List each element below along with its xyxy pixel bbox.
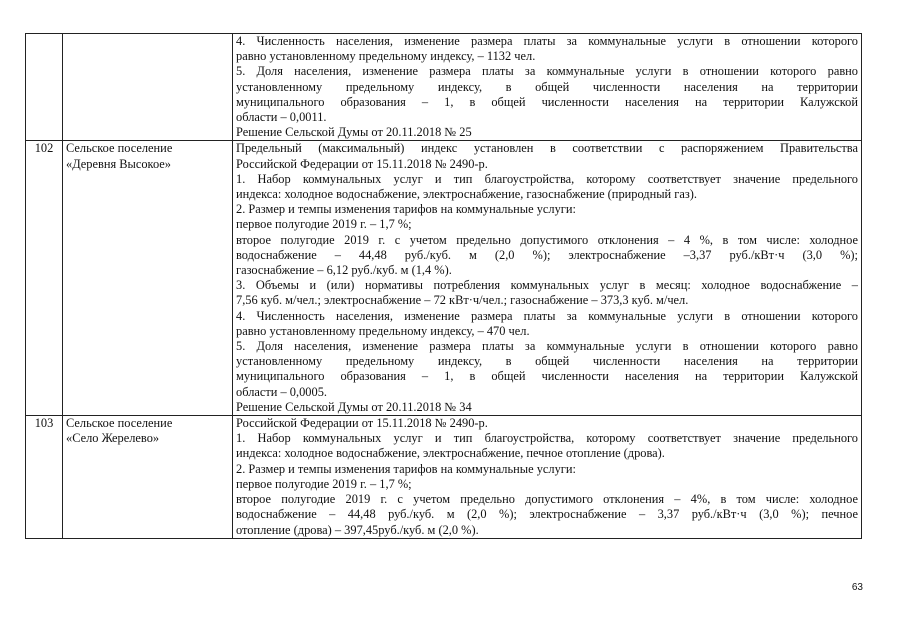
description-line: второе полугодие 2019 г. с учетом предельно допустимого отклонения – 4%, в том числе: холодное <box>236 492 858 507</box>
description-line: 1. Набор коммунальных услуг и тип благоустройства, которому соответствует значение предельного <box>236 171 858 186</box>
row-number: 102 <box>34 141 54 156</box>
page-number: 63 <box>851 582 863 593</box>
description-line: индекса: холодное водоснабжение, электроснабжение, газоснабжение (природный газ). <box>236 187 697 202</box>
index-description-cell <box>233 416 862 539</box>
description-line: 7,56 куб. м/чел.; электроснабжение – 72 кВт·ч/чел.; газоснабжение – 373,3 куб. м/чел. <box>236 293 689 308</box>
description-line: Решение Сельской Думы от 20.11.2018 № 25 <box>236 125 472 140</box>
settlement-name-cell <box>63 416 233 539</box>
table-row <box>26 416 862 539</box>
description-line: установленному предельному индексу, в общей численности населения на территории <box>236 354 858 369</box>
index-description-cell <box>233 141 862 416</box>
regulation-table <box>25 33 862 539</box>
settlement-name-line: «Село Жерелево» <box>66 431 160 446</box>
description-line: водоснабжение – 44,48 руб./куб. м (2,0 %); электроснабжение –3,37 руб./кВт·ч (3,0 %); <box>236 247 858 262</box>
description-line: 2. Размер и темпы изменения тарифов на коммунальные услуги: <box>236 461 576 476</box>
description-line: индекса: холодное водоснабжение, электроснабжение, печное отопление (дрова). <box>236 446 665 461</box>
settlement-name-cell <box>63 34 233 141</box>
description-line: отопление (дрова) – 397,45руб./куб. м (2,0 %). <box>236 522 479 537</box>
table-row <box>26 141 862 416</box>
description-line: Решение Сельской Думы от 20.11.2018 № 34 <box>236 399 472 414</box>
description-line: установленному предельному индексу, в общей численности населения на территории <box>236 79 858 94</box>
description-line: 2. Размер и темпы изменения тарифов на коммунальные услуги: <box>236 202 576 217</box>
settlement-name-line: «Деревня Высокое» <box>66 156 171 171</box>
description-line: 4. Численность населения, изменение размера платы за коммунальные услуги в отношении которого <box>236 34 858 48</box>
description-line: области – 0,0005. <box>236 384 327 399</box>
row-number-cell <box>26 34 63 141</box>
description-line: 5. Доля населения, изменение размера платы за коммунальные услуги в отношении которого равно <box>236 64 858 79</box>
description-line: муниципального образования – 1, в общей численности населения на территории Калужской <box>236 369 858 384</box>
description-line: 4. Численность населения, изменение размера платы за коммунальные услуги в отношении которого <box>236 308 858 323</box>
description-line: Предельный (максимальный) индекс установлен в соответствии с распоряжением Правительства <box>236 141 858 156</box>
description-line: газоснабжение – 6,12 руб./куб. м (1,4 %). <box>236 263 452 278</box>
description-line: 3. Объемы и (или) нормативы потребления коммунальных услуг в месяц: холодное водоснабжение – <box>236 278 858 293</box>
description-line: муниципального образования – 1, в общей численности населения на территории Калужской <box>236 94 858 109</box>
description-line: равно установленному предельному индексу, – 470 чел. <box>236 323 530 338</box>
description-line: 5. Доля населения, изменение размера платы за коммунальные услуги в отношении которого равно <box>236 339 858 354</box>
description-line: первое полугодие 2019 г. – 1,7 %; <box>236 217 412 232</box>
description-line: 1. Набор коммунальных услуг и тип благоустройства, которому соответствует значение предельного <box>236 431 858 446</box>
index-description-cell <box>233 34 862 141</box>
description-line: равно установленному предельному индексу, – 1132 чел. <box>236 49 536 64</box>
settlement-name-cell <box>63 141 233 416</box>
description-line: Российской Федерации от 15.11.2018 № 2490-р. <box>236 156 488 171</box>
settlement-name-line: Сельское поселение <box>66 416 173 431</box>
description-line: водоснабжение – 44,48 руб./куб. м (2,0 %); электроснабжение – 3,37 руб./кВт·ч (3,0 %); печное <box>236 507 858 522</box>
description-line: Российской Федерации от 15.11.2018 № 2490-р. <box>236 416 488 431</box>
settlement-name-line: Сельское поселение <box>66 141 173 156</box>
description-line: второе полугодие 2019 г. с учетом предельно допустимого отклонения – 4 %, в том числе: холодное <box>236 232 858 247</box>
row-number: 103 <box>34 416 54 431</box>
regulation-table-body <box>26 34 862 539</box>
row-number-cell <box>26 416 63 539</box>
table-row <box>26 34 862 141</box>
description-line: первое полугодие 2019 г. – 1,7 %; <box>236 476 412 491</box>
description-line: области – 0,0011. <box>236 110 327 125</box>
row-number-cell <box>26 141 63 416</box>
